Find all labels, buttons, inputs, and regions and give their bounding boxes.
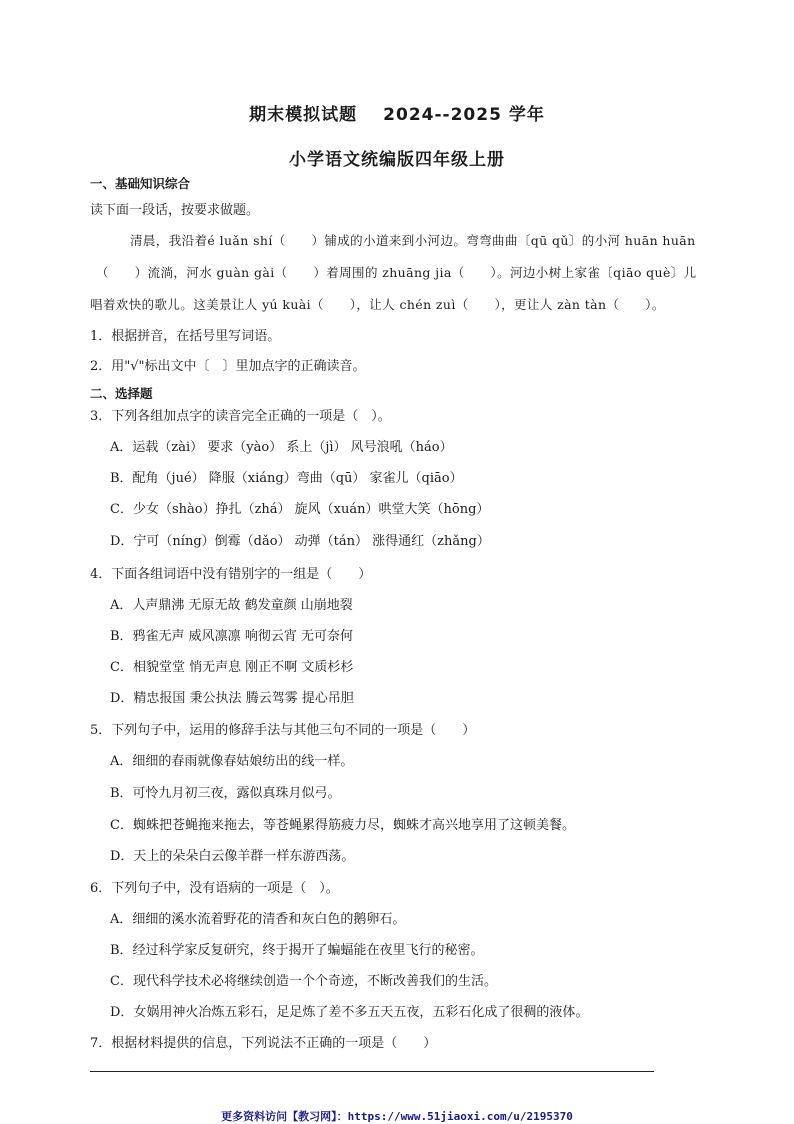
section-heading-2: 二、选择题 (90, 386, 153, 401)
question-4-option-b: B．鸦雀无声 威风凛凛 响彻云宵 无可奈何 (110, 629, 353, 644)
question-4-stem: 4．下面各组词语中没有错别字的一组是（ ） (90, 567, 372, 582)
passage-line-1: 清晨，我沿着é luǎn shí（ ）铺成的小道来到小河边。弯弯曲曲〔qū qǔ〕的小河 huān huān (130, 233, 696, 248)
question-6-option-d: D．女娲用神火冶炼五彩石，足足炼了差不多五天五夜，五彩石化成了很稠的液体。 (110, 1005, 589, 1020)
question-5-option-b: B．可怜九月初三夜，露似真珠月似弓。 (110, 786, 341, 801)
passage-line-3: 唱着欢快的歌儿。这美景让人 yú kuài（ ），让人 chén zuì（ ），更让人 zàn tàn（ ）。 (90, 297, 665, 312)
question-3-option-c: C．少女（shào）挣扎（zhá） 旋风（xuán）哄堂大笑（hōng） (110, 502, 490, 517)
question-5-option-a: A．细细的春雨就像春姑娘纺出的线一样。 (110, 754, 354, 769)
question-4-option-c: C．相貌堂堂 悄无声息 刚正不啊 文质杉杉 (110, 660, 354, 675)
question-3-option-a: A．运载（zài） 要求（yào） 系上（jì） 风号浪吼（háo） (110, 440, 453, 455)
question-6-stem: 6．下列句子中，没有语病的一项是（ ）。 (90, 881, 339, 896)
footer-link[interactable]: 更多资料访问【教习网】：https://www.51jiaoxi.com/u/2195370 (221, 1110, 573, 1123)
question-6-option-a: A．细细的溪水流着野花的清香和灰白色的鹅卵石。 (110, 912, 406, 927)
question-4-option-a: A．人声鼎沸 无原无故 鹤发童颜 山崩地裂 (110, 598, 353, 613)
question-1: 1．根据拼音，在括号里写词语。 (90, 329, 281, 344)
question-5-option-c: C．蜘蛛把苍蝇拖来拖去，等苍蝇累得筋疲力尽，蜘蛛才高兴地享用了这顿美餐。 (110, 818, 575, 833)
exam-year: 2024--2025 学年 (383, 105, 545, 125)
question-6-option-c: C．现代科学技术必将继续创造一个个奇迹，不断改善我们的生活。 (110, 974, 497, 989)
exam-subtitle: 小学语文统编版四年级上册 (289, 150, 505, 170)
passage-line-2: （ ）流淌，河水 guàn gài（ ）着周围的 zhuāng jia（ ）。河边小树上家雀〔qiāo què〕儿 (96, 265, 697, 280)
question-3-stem: 3．下列各组加点字的读音完全正确的一项是（ ）。 (90, 409, 391, 424)
question-6-option-b: B．经过科学家反复研究，终于揭开了蝙蝠能在夜里飞行的秘密。 (110, 943, 484, 958)
question-5-option-d: D．天上的朵朵白云像羊群一样东游西荡。 (110, 849, 355, 864)
section1-instruction: 读下面一段话，按要求做题。 (90, 203, 260, 218)
section-heading-1: 一、基础知识综合 (90, 176, 191, 191)
question-3-option-d: D．宁可（níng）倒霉（dǎo） 动弹（tán） 涨得通红（zhǎng） (110, 534, 490, 549)
exam-title-left: 期末模拟试题 (249, 105, 358, 125)
question-2: 2．用"√"标出文中〔 〕里加点字的正确读音。 (90, 359, 366, 374)
question-4-option-d: D．精忠报国 秉公执法 腾云驾雾 提心吊胆 (110, 691, 354, 706)
page-divider (90, 1071, 654, 1072)
question-7-stem: 7．根据材料提供的信息，下列说法不正确的一项是（ ） (90, 1036, 437, 1051)
question-3-option-b: B．配角（jué） 降服（xiáng）弯曲（qū） 家雀儿（qiāo） (110, 471, 463, 486)
question-5-stem: 5．下列句子中，运用的修辞手法与其他三句不同的一项是（ ） (90, 723, 476, 738)
exam-title (0, 100, 794, 125)
